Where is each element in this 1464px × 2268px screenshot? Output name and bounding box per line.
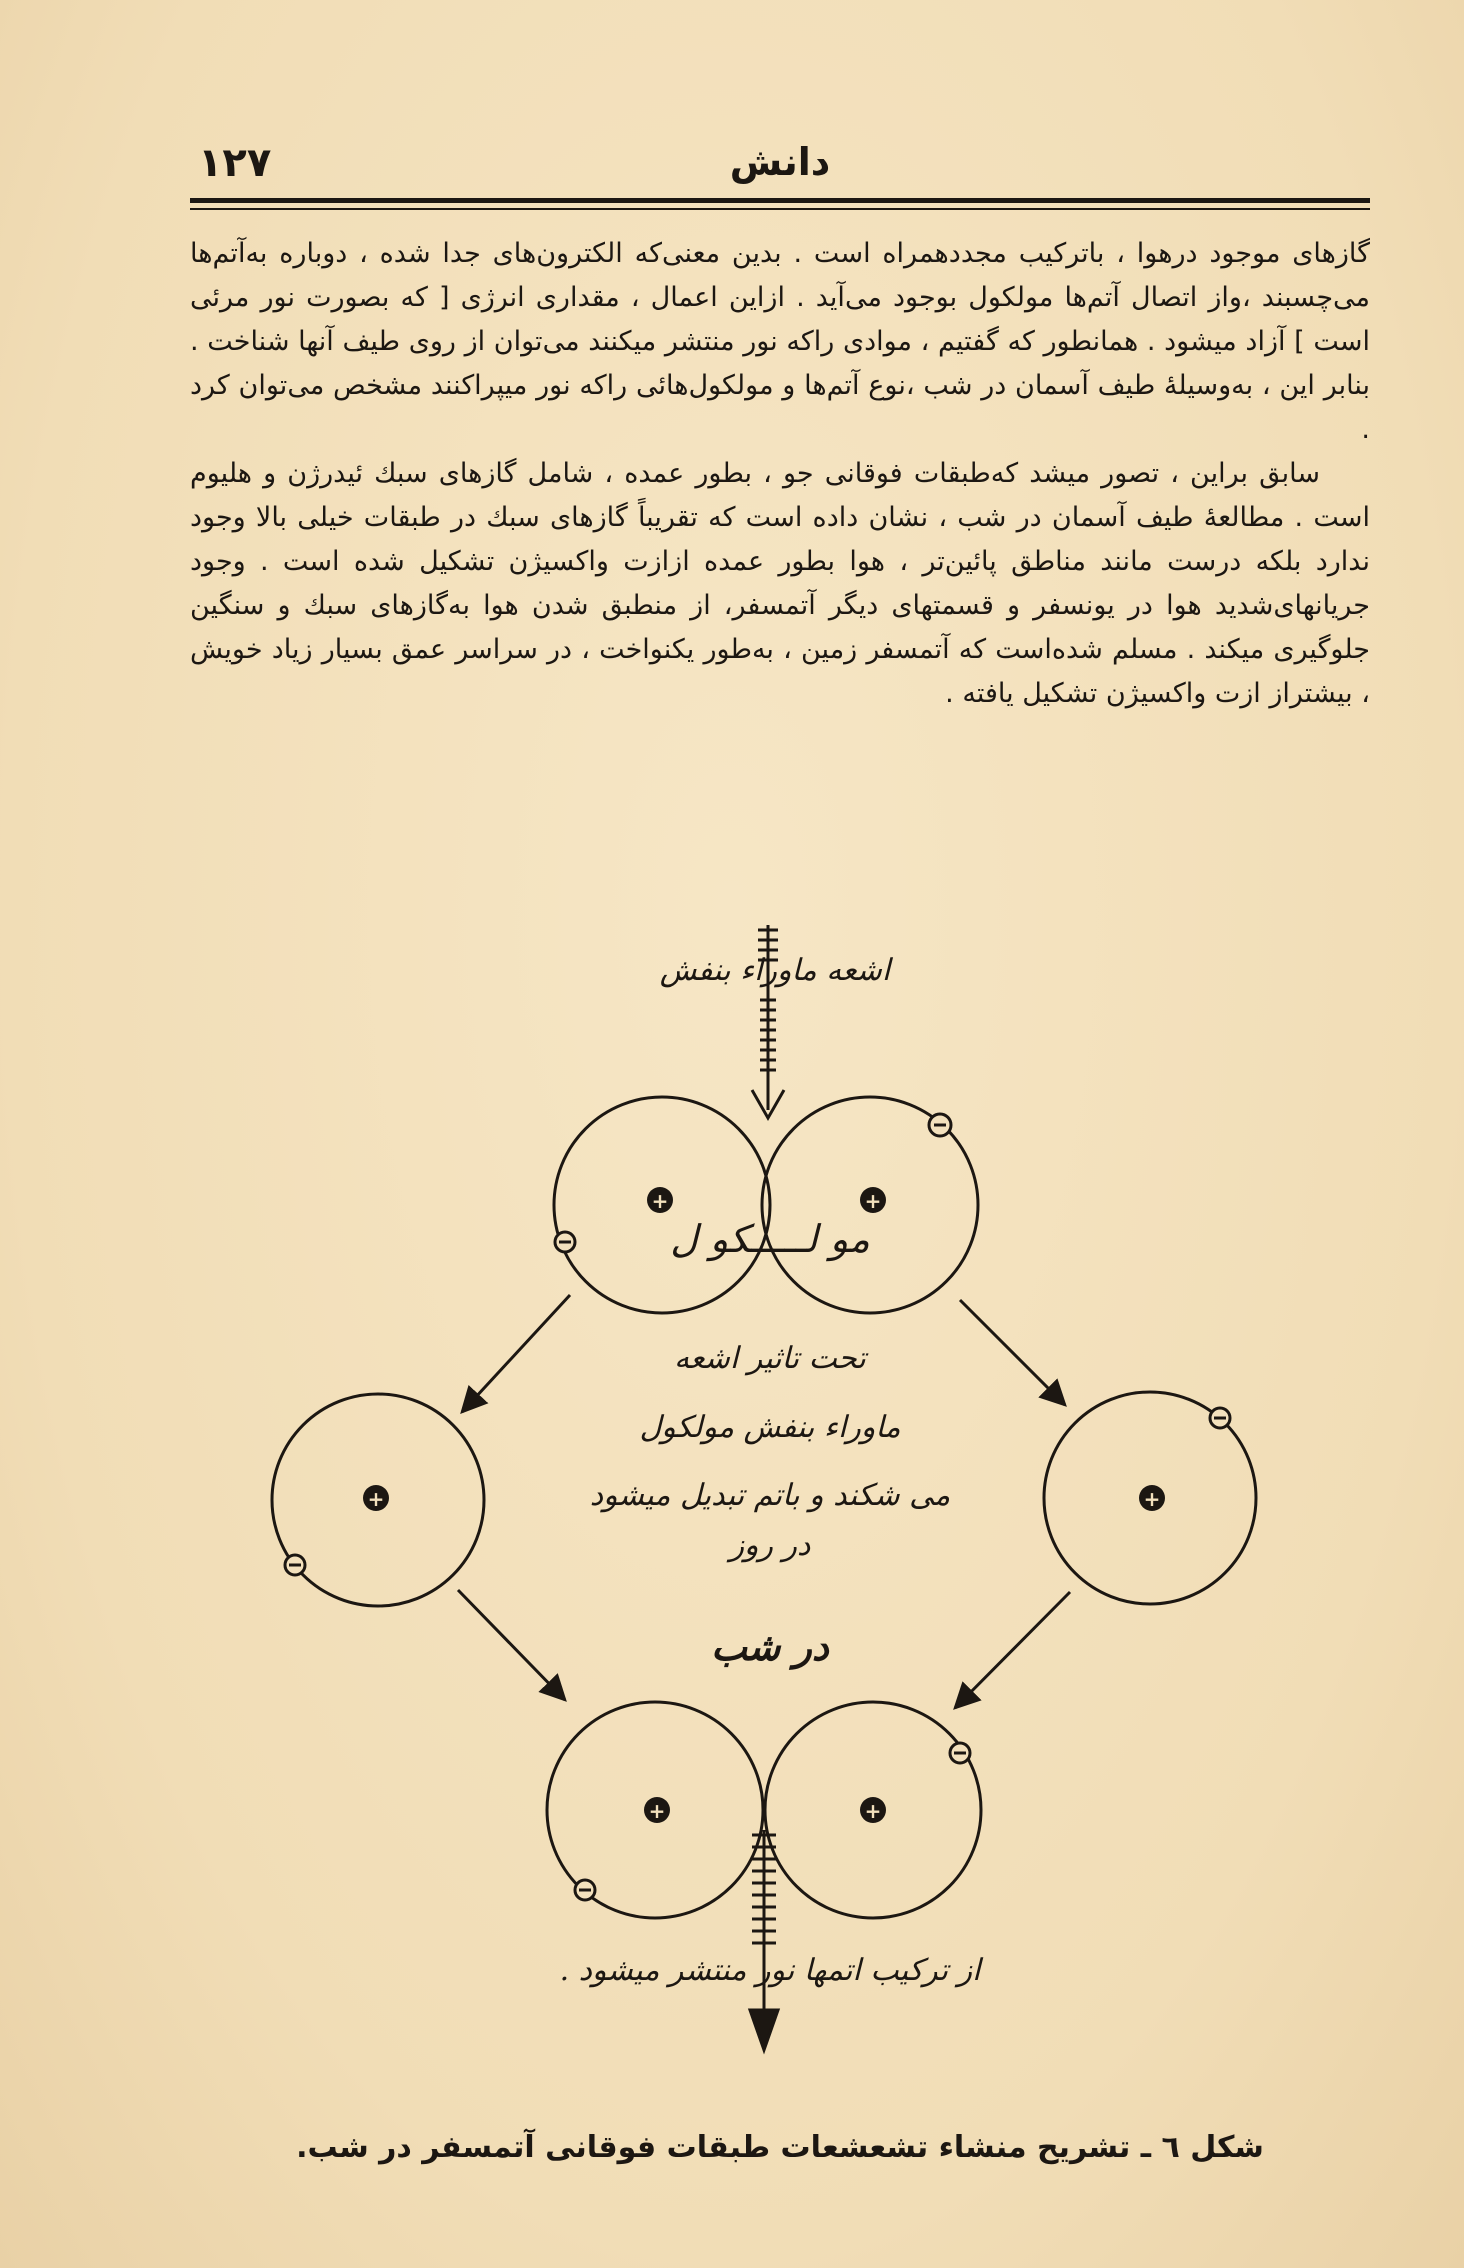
svg-text:+: + <box>1143 1487 1161 1511</box>
paragraph-1: گازهای موجود درهوا ، باترکیب مجددهمراه است . بدین معنی‌که الکترون‌های جدا شده ، دوباره به‌آتم‌ها می‌چسبند ،واز اتصال آتم‌ها مولکول بوجود می‌آید . ازاین اعمال ، مقداری انرژی [ که بصورت نور مرئی است ] آزاد میشود . همانطور که گفتیم ، موادی راکه نور منتشر میکنند می‌توان از روی طیف آنها شناخت . بنابر این ، به‌وسیلهٔ طیف آسمان در شب ،نوع آتم‌ها و مولکول‌هائی راکه نور میپراکنند مشخص می‌توان کرد . <box>190 238 1370 445</box>
label-uv-rays: اشعه ماوراء بنفش <box>659 953 891 988</box>
label-molecule: مو لـــــكو ل <box>670 1217 870 1261</box>
svg-text:+: + <box>864 1189 882 1213</box>
svg-text:+: + <box>648 1799 666 1823</box>
svg-text:+: + <box>651 1189 669 1213</box>
nucleus-right <box>1139 1485 1165 1511</box>
figure-caption: شکل ٦ ـ تشریح منشاء تشعشعات طبقات فوقانی آتمسفر در شب. <box>296 2130 1264 2165</box>
nucleus-bottom-right <box>860 1797 886 1823</box>
header-rule-thick <box>190 198 1370 203</box>
paragraph-2: سابق براین ، تصور میشد که‌طبقات فوقانی جو ، بطور عمده ، شامل گازهای سبك ئیدرژن و هلیوم است . مطالعهٔ طیف آسمان در شب ، نشان داده است که تقریباً گازهای سبك در طبقات خیلی بالا وجود ندارد بلکه درست مانند مناطق پائین‌تر ، هوا بطور عمده ازازت واکسیژن تشکیل شده است . وجود جریانهای‌شدید هوا در یونسفر و قسمتهای دیگر آتمسفر، از منطبق شدن هوا به‌گازهای سبك و سنگین جلوگیری میکند . مسلم شده‌است که آتمسفر زمین ، به‌طور یکنواخت ، در سراسر عمق بسیار زیاد خویش ، بیشتراز ازت واکسیژن تشکیل یافته . <box>190 458 1370 709</box>
arrow-bottom-left <box>458 1590 565 1700</box>
svg-text:+: + <box>864 1799 882 1823</box>
label-bottom: از ترکیب اتمها نور منتشر میشود . <box>559 1953 981 1988</box>
electron-right <box>1210 1408 1230 1428</box>
label-center-3: می شکند و باتم تبدیل میشود <box>589 1478 951 1513</box>
page-number: ۱۲۷ <box>198 140 272 186</box>
diagram-svg <box>0 900 1464 2100</box>
electron-left <box>285 1555 305 1575</box>
figure-diagram <box>0 900 1464 2100</box>
header-rule-thin <box>190 208 1370 210</box>
page-header <box>190 140 1370 200</box>
light-ray-outgoing <box>750 1830 778 2050</box>
arrow-top-right <box>960 1300 1065 1405</box>
molecule-top <box>554 1097 978 1313</box>
running-head: دانش <box>729 140 831 184</box>
nucleus-top-left <box>647 1187 673 1213</box>
electron-bottom-left <box>575 1880 595 1900</box>
nucleus-top-right <box>860 1187 886 1213</box>
electron-top-left <box>555 1232 575 1252</box>
label-night: در شب <box>711 1624 829 1669</box>
arrow-top-left <box>462 1295 570 1412</box>
label-center-2: ماوراء بنفش مولکول <box>639 1410 901 1445</box>
body-text <box>190 232 1370 716</box>
label-center-4: در روز <box>729 1528 811 1563</box>
svg-text:+: + <box>367 1487 385 1511</box>
nucleus-left <box>363 1485 389 1511</box>
electron-bottom-right <box>950 1743 970 1763</box>
nucleus-bottom-left <box>644 1797 670 1823</box>
arrow-bottom-right <box>955 1592 1070 1708</box>
label-center-1: تحت تاثیر اشعه <box>674 1341 866 1376</box>
electron-top-right <box>929 1114 951 1136</box>
